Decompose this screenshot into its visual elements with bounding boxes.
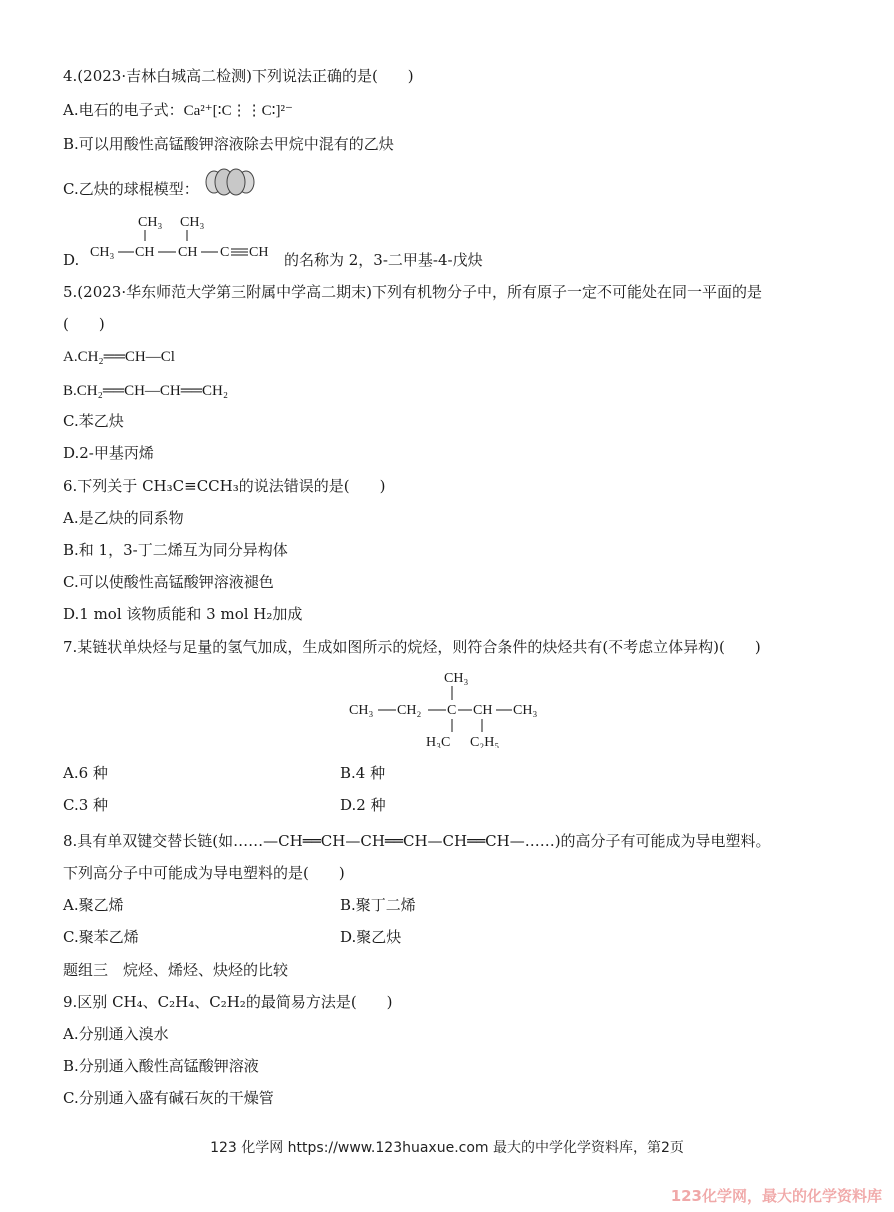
q7-struct-main-4: CH₃	[513, 703, 538, 718]
q6-option-d: D.1 mol 该物质能和 3 mol H₂加成	[63, 605, 303, 623]
q4-d-structural-formula	[88, 208, 288, 264]
q7-struct-main-1: CH₂	[397, 703, 422, 718]
q7-struct-main-3: CH	[473, 703, 493, 718]
d-struct-main-3: C	[220, 245, 230, 260]
q7-option-a: A.6 种	[63, 764, 108, 782]
q8-option-a: A.聚乙烯	[63, 896, 124, 914]
d-struct-top-right: CH₃	[180, 215, 205, 230]
q7-struct-bottom-right: C₂H₅	[470, 735, 500, 748]
q5-option-a: A.CH₂══CH—Cl	[63, 349, 175, 365]
q5-option-c: C.苯乙炔	[63, 412, 124, 430]
q6-stem: 6.下列关于 CH₃C≡CCH₃的说法错误的是( )	[63, 477, 386, 495]
q6-option-b: B.和 1，3-丁二烯互为同分异构体	[63, 541, 288, 559]
site-watermark: 123化学网，最大的化学资料库	[670, 1187, 882, 1205]
q4-option-a	[63, 100, 293, 121]
q7-struct-main-0: CH₃	[349, 703, 374, 718]
page-footer: 123 化学网 https://www.123huaxue.com 最大的中学化学资料库，第2页	[210, 1140, 684, 1156]
q9-option-c: C.分别通入盛有碱石灰的干燥管	[63, 1089, 274, 1107]
acetylene-ball-stick-model	[204, 166, 256, 198]
q9-option-b: B.分别通入酸性高锰酸钾溶液	[63, 1057, 259, 1075]
d-struct-main-4: CH	[249, 245, 269, 260]
q6-option-a: A.是乙炔的同系物	[63, 509, 184, 527]
q6-option-c: C.可以使酸性高锰酸钾溶液褪色	[63, 573, 274, 591]
d-struct-main-1: CH	[135, 245, 155, 260]
group3-heading: 题组三 烷烃、烯烃、炔烃的比较	[63, 961, 289, 979]
q9-stem: 9.区别 CH₄、C₂H₄、C₂H₂的最简易方法是( )	[63, 993, 393, 1011]
q4-option-a-label: A.电石的电子式：	[63, 101, 184, 119]
q7-struct-main-2: C	[447, 703, 457, 718]
q9-option-a: A.分别通入溴水	[63, 1025, 169, 1043]
q5-option-d: D.2-甲基丙烯	[63, 444, 154, 462]
q5-stem: 5.(2023·华东师范大学第三附属中学高二期末)下列有机物分子中，所有原子一定不可能处在同一平面的是	[63, 283, 762, 301]
q7-struct-bottom-left: H₃C	[426, 735, 451, 748]
q7-stem: 7.某链状单炔烃与足量的氢气加成，生成如图所示的烷烃，则符合条件的炔烃共有(不考虑立体异构)( )	[63, 638, 761, 656]
q5-option-b: B.CH₂══CH—CH══CH₂	[63, 383, 229, 399]
d-struct-main-2: CH	[178, 245, 198, 260]
d-struct-top-left: CH₃	[138, 215, 163, 230]
q7-option-b: B.4 种	[340, 764, 386, 782]
q4-option-c	[63, 179, 199, 199]
q8-option-b: B.聚丁二烯	[340, 896, 416, 914]
q8-option-c: C.聚苯乙烯	[63, 928, 139, 946]
q8-stem: 8.具有单双键交替长链(如……—CH══CH—CH══CH—CH══CH—……)的高分子有可能成为导电塑料。	[63, 832, 771, 850]
q4-stem: 4.(2023·吉林白城高二检测)下列说法正确的是( )	[63, 67, 414, 85]
d-struct-main-0: CH₃	[90, 245, 115, 260]
q4-option-d-text: 的名称为 2，3-二甲基-4-戊炔	[284, 251, 483, 269]
q7-structural-formula	[348, 664, 558, 748]
q7-option-d: D.2 种	[340, 796, 386, 814]
q4-option-b: B.可以用酸性高锰酸钾溶液除去甲烷中混有的乙炔	[63, 135, 394, 153]
calcium-carbide-electron-formula: Ca²⁺[∶C⋮⋮C∶]²⁻	[183, 103, 293, 119]
q7-option-c: C.3 种	[63, 796, 109, 814]
q8-option-d: D.聚乙炔	[340, 928, 402, 946]
q4-option-d-label: D.	[63, 251, 80, 269]
q4-option-c-label: C.乙炔的球棍模型：	[63, 180, 199, 198]
q5-stem-cont: ( )	[63, 315, 105, 333]
q7-struct-top: CH₃	[444, 671, 469, 686]
q8-stem-cont: 下列高分子中可能成为导电塑料的是( )	[63, 864, 345, 882]
